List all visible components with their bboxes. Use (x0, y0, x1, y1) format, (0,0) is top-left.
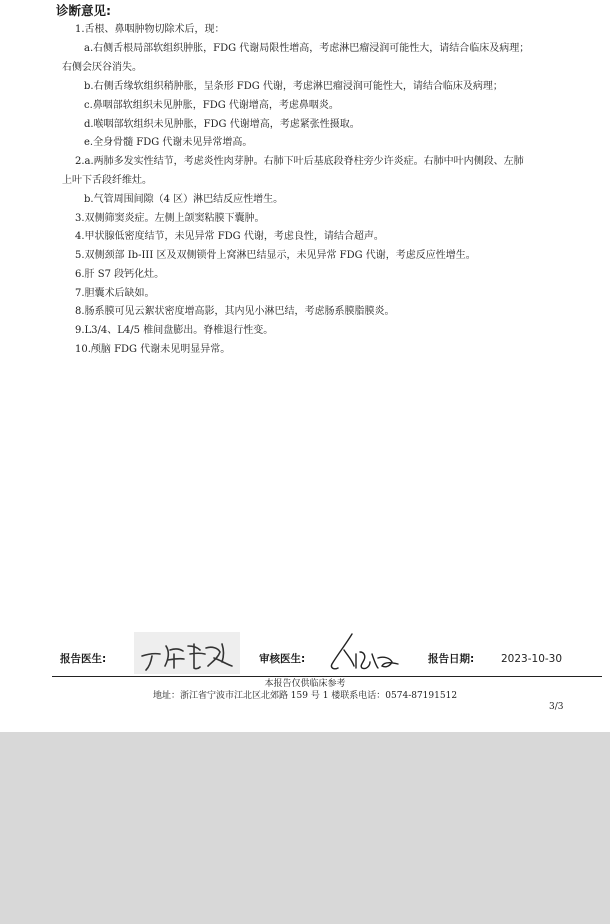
finding-line: d.喉咽部软组织未见肿胀，FDG 代谢增高，考虑紧张性摄取。 (84, 119, 360, 130)
report-date-label: 报告日期: (428, 653, 475, 665)
address-contact-line: 地址：浙江省宁波市江北区北郊路 159 号 1 楼联系电话：0574-87191512 (152, 691, 458, 701)
finding-line: b.右侧舌缘软组织稍肿胀，呈条形 FDG 代谢，考虑淋巴瘤浸润可能性大，请结合临床及病理； (84, 81, 503, 92)
page-number: 3/3 (549, 702, 564, 712)
footer-divider (52, 676, 602, 677)
finding-line: 9.L3/4、L4/5 椎间盘膨出。脊椎退行性变。 (75, 325, 274, 336)
finding-line: 1.舌根、鼻咽肿物切除术后，现： (75, 24, 225, 35)
finding-line: e.全身骨髓 FDG 代谢未见异常增高。 (84, 137, 253, 148)
diagnosis-heading: 诊断意见: (56, 3, 111, 18)
finding-line: 2.a.两肺多发实性结节，考虑炎性肉芽肿。右肺下叶后基底段脊柱旁少许炎症。右肺中叶内侧段、左肺 (75, 156, 524, 167)
finding-line: 3.双侧筛窦炎症。左侧上颌窦粘膜下囊肿。 (75, 213, 265, 224)
reviewer-label: 审核医生: (259, 653, 306, 665)
finding-line: c.鼻咽部软组织未见肿胀，FDG 代谢增高，考虑鼻咽炎。 (84, 100, 339, 111)
finding-line: 8.肠系膜可见云絮状密度增高影，其内见小淋巴结，考虑肠系膜脂膜炎。 (75, 306, 395, 317)
finding-line: 右侧会厌谷消失。 (62, 62, 142, 73)
reviewer-signature (318, 632, 400, 674)
finding-line: 6.肝 S7 段钙化灶。 (75, 269, 165, 280)
finding-line: a.右侧舌根局部软组织肿胀，FDG 代谢局限性增高，考虑淋巴瘤浸润可能性大，请结合临床及病理； (84, 43, 530, 54)
finding-line: b.气管周围间隙（4 区）淋巴结反应性增生。 (84, 194, 284, 205)
finding-line: 4.甲状腺低密度结节，未见异常 FDG 代谢，考虑良性，请结合超声。 (75, 231, 384, 242)
clinical-reference-note: 本报告仅供临床参考 (264, 679, 346, 689)
report-doctor-label: 报告医生: (60, 653, 107, 665)
finding-line: 上叶下舌段纤维灶。 (62, 175, 152, 186)
doctor-signature (134, 632, 240, 674)
finding-line: 10.颅脑 FDG 代谢未见明显异常。 (75, 344, 231, 355)
report-date-value: 2023-10-30 (501, 653, 563, 665)
finding-line: 7.胆囊术后缺如。 (75, 288, 155, 299)
finding-line: 5.双侧颈部 Ib-III 区及双侧锁骨上窝淋巴结显示，未见异常 FDG 代谢，考虑反应性增生。 (75, 250, 476, 261)
